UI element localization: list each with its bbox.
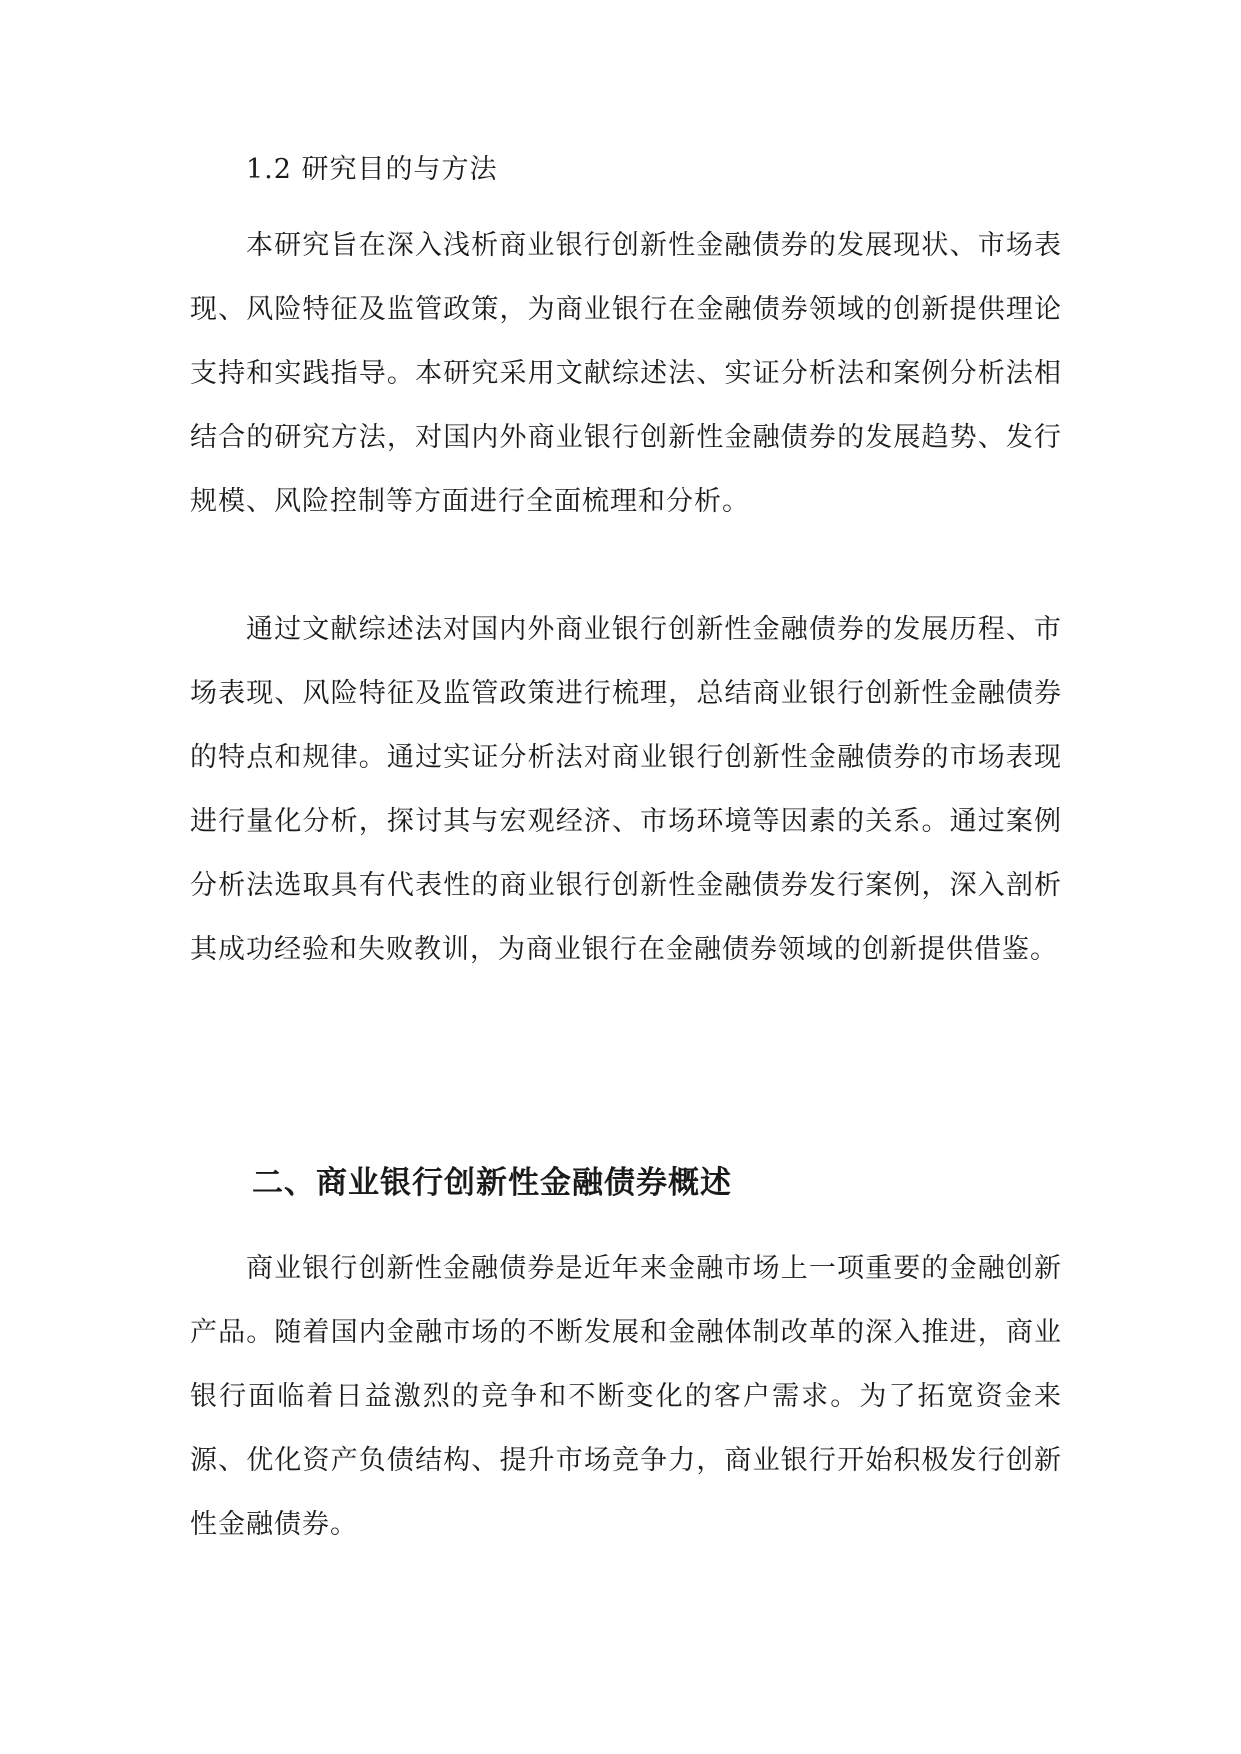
section-heading-1-2: 1.2 研究目的与方法 <box>246 154 498 185</box>
paragraph-research-methods: 通过文献综述法对国内外商业银行创新性金融债券的发展历程、市场表现、风险特征及监管政策进行梳理，总结商业银行创新性金融债券的特点和规律。通过实证分析法对商业银行创新性金融债券的市场表现进行量化分析，探讨其与宏观经济、市场环境等因素的关系。通过案例分析法选取具有代表性的商业银行创新性金融债券发行案例，深入剖析其成功经验和失败教训，为商业银行在金融债券领域的创新提供借鉴。 <box>190 614 1062 965</box>
paragraph-research-purpose: 本研究旨在深入浅析商业银行创新性金融债券的发展现状、市场表现、风险特征及监管政策，为商业银行在金融债券领域的创新提供理论支持和实践指导。本研究采用文献综述法、实证分析法和案例分析法相结合的研究方法，对国内外商业银行创新性金融债券的发展趋势、发行规模、风险控制等方面进行全面梳理和分析。 <box>190 230 1062 517</box>
section-heading-2: 二、商业银行创新性金融债券概述 <box>252 1165 732 1201</box>
paragraph-overview: 商业银行创新性金融债券是近年来金融市场上一项重要的金融创新产品。随着国内金融市场的不断发展和金融体制改革的深入推进，商业银行面临着日益激烈的竞争和不断变化的客户需求。为了拓宽资金来源、优化资产负债结构、提升市场竞争力，商业银行开始积极发行创新性金融债券。 <box>190 1253 1062 1540</box>
